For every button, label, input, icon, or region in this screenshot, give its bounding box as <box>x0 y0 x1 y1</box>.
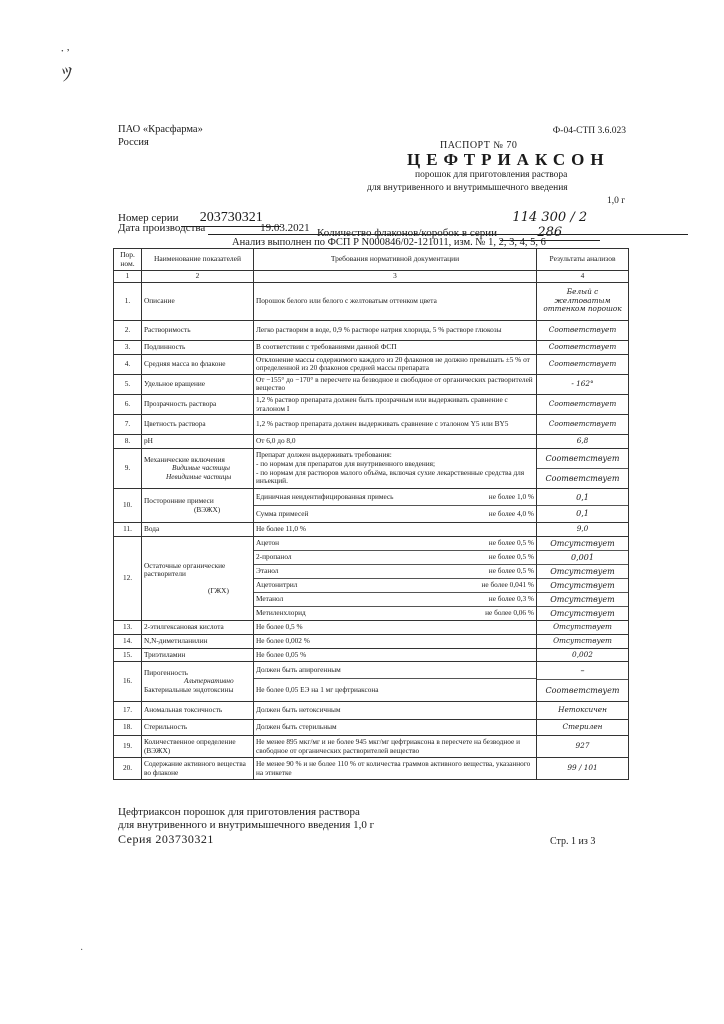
sub-limit: не более 0,5 % <box>488 552 534 562</box>
row-req <box>254 537 537 621</box>
row-res: Нетоксичен <box>537 702 629 720</box>
dose: 1,0 г <box>607 196 626 206</box>
row-req <box>254 662 537 702</box>
row-req: Не более 11,0 % <box>254 523 537 537</box>
row-name: Растворимость <box>142 320 254 340</box>
form-code: Ф-04-СТП 3.6.023 <box>552 126 626 136</box>
row-name: Вода <box>142 523 254 537</box>
row-res <box>537 537 629 621</box>
page-number: Стр. 1 из 3 <box>550 836 596 847</box>
qty-label: Количество флаконов/коробок в серии <box>317 227 498 239</box>
sub-row <box>254 662 536 679</box>
table-row <box>114 340 629 354</box>
row-res: Соответствует <box>537 415 629 435</box>
sub-label: 2-пропанол <box>256 552 292 562</box>
qty-value: 114 300 / 2 286 <box>500 210 600 241</box>
row-req: Должен быть стерильным <box>254 720 537 736</box>
sub-res: Отсутствует <box>537 579 628 593</box>
row-res: 9,0 <box>537 523 629 537</box>
row-name: Триэтиламин <box>142 649 254 662</box>
sub-label: Ацетонитрил <box>256 580 298 590</box>
row-name: Стерильность <box>142 720 254 736</box>
row-name <box>142 537 254 621</box>
row-name: Содержание активного вещества во флаконе <box>142 758 254 780</box>
sub-res: Отсутствует <box>537 537 628 551</box>
row-req: Не более 0,002 % <box>254 635 537 649</box>
row-num: 16. <box>114 662 142 702</box>
row-res: Отсутствует <box>537 635 629 649</box>
analysis-line: Анализ выполнен по ФСП Р N000846/02-121011, изм. № 1, 2, 3, 4, 5, 6 <box>232 237 546 248</box>
row-num: 13. <box>114 621 142 635</box>
table-row <box>114 394 629 414</box>
sub-label: Метанол <box>256 594 284 604</box>
form-line-1: порошок для приготовления раствора <box>415 170 568 180</box>
sub-row <box>254 551 536 565</box>
sub-res: Отсутствует <box>550 609 615 619</box>
date-value: 19.03.2021 <box>208 222 688 235</box>
row-num: 11. <box>114 523 142 537</box>
row-name: Аномальная токсичность <box>142 702 254 720</box>
row-res <box>537 662 629 702</box>
sub-row <box>254 579 536 593</box>
row-num: 14. <box>114 635 142 649</box>
sub-res: Отсутствует <box>537 565 628 579</box>
table-row <box>114 449 629 489</box>
sub-res: – <box>537 663 628 680</box>
row-res: 927 <box>537 736 629 758</box>
column-number-row <box>114 271 629 283</box>
row-num: 5. <box>114 374 142 394</box>
table-header-row <box>114 249 629 271</box>
footer-line-1: Цефтриаксон порошок для приготовления раствора <box>118 806 360 818</box>
row-name-main: Пирогенность <box>144 667 189 677</box>
sub-limit: не более 0,3 % <box>488 594 534 604</box>
solvent-list <box>254 537 536 620</box>
sub-label: Ацетон <box>256 538 280 548</box>
row-res: 99 / 101 <box>537 758 629 780</box>
row-req: В соответствии с требованиями данной ФСП <box>254 340 537 354</box>
row-res: Соответствует <box>537 354 629 374</box>
col-num: 1 <box>114 271 142 283</box>
table-row <box>114 621 629 635</box>
row-name: Количественное определение (ВЭЖХ) <box>142 736 254 758</box>
row-name: N,N-диметиланилин <box>142 635 254 649</box>
company-name: ПАО «Красфарма» <box>118 124 203 135</box>
company-block <box>118 123 203 149</box>
row-method: (ВЭЖХ) <box>194 504 221 514</box>
row-num: 19. <box>114 736 142 758</box>
row-name: pH <box>142 435 254 449</box>
sub-label: Метиленхлорид <box>256 608 306 618</box>
row-num: 12. <box>114 537 142 621</box>
row-res: Отсутствует <box>537 621 629 635</box>
row-num: 4. <box>114 354 142 374</box>
row-name <box>142 489 254 523</box>
table-row <box>114 736 629 758</box>
row-num: 10. <box>114 489 142 523</box>
req-line: - по нормам для растворов малого объёма, включая сухие лекарственные средства для инъекций. <box>256 467 525 486</box>
row-num: 18. <box>114 720 142 736</box>
sub-row <box>254 565 536 579</box>
col-num: 3 <box>254 271 537 283</box>
row-name-main: Остаточные органические растворители <box>144 560 226 579</box>
row-res <box>537 449 629 489</box>
sub-res: 0,001 <box>537 551 628 565</box>
table-row <box>114 537 629 621</box>
sub-limit: не более 0,041 % <box>481 580 534 590</box>
col-num: 4 <box>537 271 629 283</box>
row-num: 3. <box>114 340 142 354</box>
footer-series: Серия 203730321 <box>118 832 214 846</box>
series-label: Номер серии <box>118 212 179 224</box>
sub-label: Не более 0,05 ЕЭ на 1 мг цефтриаксона <box>256 684 379 694</box>
sub-row <box>254 506 536 522</box>
sub-limit: не более 1,0 % <box>488 491 534 501</box>
row-num: 2. <box>114 320 142 340</box>
sub-res: Отсутствует <box>537 593 628 607</box>
sub-res: Соответствует <box>545 474 620 484</box>
sub-row <box>254 593 536 607</box>
drug-name: ЦЕФТРИАКСОН <box>407 150 610 169</box>
row-num: 15. <box>114 649 142 662</box>
req-line: Препарат должен выдерживать требования: <box>256 450 392 460</box>
header-cell: Наименование показателей <box>142 249 254 271</box>
scan-dot: · <box>80 945 84 956</box>
row-res: Соответствует <box>537 340 629 354</box>
sub-res: 0,1 <box>537 490 628 506</box>
sub-label: Единичная неидентифицированная примесь <box>256 491 394 501</box>
row-name: Удельное вращение <box>142 374 254 394</box>
date-label: Дата производства <box>118 222 206 234</box>
sub-res: Соответствует <box>537 449 628 469</box>
col-num: 2 <box>142 271 254 283</box>
spec-table <box>113 248 629 780</box>
sub-label: Должен быть апирогенным <box>256 664 341 674</box>
sub-label: Этанол <box>256 566 279 576</box>
table-row <box>114 374 629 394</box>
table-row <box>114 282 629 320</box>
row-name: Описание <box>142 282 254 320</box>
row-req: Не менее 895 мкг/мг и не более 945 мкг/мг цефтриаксона в пересчете на безводное и свободное от органических растворителей вещество <box>254 736 537 758</box>
table-row <box>114 415 629 435</box>
table-row <box>114 720 629 736</box>
row-req: Порошок белого или белого с желтоватым оттенком цвета <box>254 282 537 320</box>
row-req: Не более 0,05 % <box>254 649 537 662</box>
row-num: 1. <box>114 282 142 320</box>
row-alt: Альтернативно <box>184 676 234 686</box>
row-num: 9. <box>114 449 142 489</box>
table-row <box>114 758 629 780</box>
header-cell: Пор. ном. <box>114 249 142 271</box>
row-name: Подлинность <box>142 340 254 354</box>
row-name <box>142 662 254 702</box>
company-country: Россия <box>118 137 149 148</box>
row-res: Белый с желтоватым оттенком порошок <box>537 282 629 320</box>
table-row <box>114 523 629 537</box>
row-name-main: Бактериальные эндотоксины <box>144 684 234 694</box>
row-num: 8. <box>114 435 142 449</box>
row-res: Соответствует <box>537 320 629 340</box>
row-req: 1,2 % раствор препарата должен быть прозрачным или выдерживать сравнение с эталоном I <box>254 394 537 414</box>
row-req: Не более 0,5 % <box>254 621 537 635</box>
sub-row <box>254 607 536 620</box>
sub-limit: не более 4,0 % <box>488 508 534 518</box>
req-line: - по нормам для препаратов для внутривенного введения; <box>256 459 436 469</box>
row-num: 6. <box>114 394 142 414</box>
punch-mark: ˙ ̓ <box>60 48 69 63</box>
passport-number: ПАСПОРТ № 70 <box>440 140 518 151</box>
table-row <box>114 320 629 340</box>
sub-row <box>254 537 536 551</box>
table-row <box>114 489 629 523</box>
header-cell: Требования нормативной документации <box>254 249 537 271</box>
row-req <box>254 489 537 523</box>
row-sub-name: Невидимые частицы <box>166 471 232 481</box>
sub-res: 0,1 <box>576 509 589 519</box>
table-row <box>114 662 629 702</box>
sub-label: Сумма примесей <box>256 508 309 518</box>
table-row <box>114 649 629 662</box>
row-res: - 162° <box>537 374 629 394</box>
table-row <box>114 702 629 720</box>
header-cell: Результаты анализов <box>537 249 629 271</box>
row-res: 0,002 <box>537 649 629 662</box>
footer-line-2: для внутривенного и внутримышечного введения 1,0 г <box>118 819 375 831</box>
row-res: Стерилен <box>537 720 629 736</box>
row-req: 1,2 % раствор препарата должен выдерживать сравнение с эталоном Y5 или BY5 <box>254 415 537 435</box>
row-req <box>254 449 537 489</box>
table-row <box>114 354 629 374</box>
row-name: Средняя масса во флаконе <box>142 354 254 374</box>
row-name: Прозрачность раствора <box>142 394 254 414</box>
row-req: Отклонение массы содержимого каждого из 20 флаконов не должно превышать ±5 % от определенной из 20 флаконов средней массы препарата <box>254 354 537 374</box>
row-req: Не менее 90 % и не более 110 % от количества граммов активного вещества, указанного на этикетке <box>254 758 537 780</box>
sub-limit: не более 0,5 % <box>488 566 534 576</box>
row-num: 7. <box>114 415 142 435</box>
row-req: От −155° до −170° в пересчете на безводное и свободное от органических растворителей вещество <box>254 374 537 394</box>
date-field <box>118 222 688 235</box>
row-name-main: Механические включения <box>144 454 225 464</box>
row-sub-name: Видимые частицы <box>172 463 230 473</box>
table-row <box>114 435 629 449</box>
row-res <box>537 489 629 523</box>
row-req: Должен быть нетоксичным <box>254 702 537 720</box>
table-row <box>114 635 629 649</box>
row-method: (ГЖХ) <box>208 585 229 595</box>
row-name: Цветность раствора <box>142 415 254 435</box>
row-res: Соответствует <box>537 394 629 414</box>
row-req: От 6,0 до 8,0 <box>254 435 537 449</box>
row-num: 17. <box>114 702 142 720</box>
punch-mark-2: ﾂ <box>62 64 72 86</box>
row-name: 2-этилгексановая кислота <box>142 621 254 635</box>
row-num: 20. <box>114 758 142 780</box>
sub-row <box>254 679 536 701</box>
sub-limit: не более 0,5 % <box>488 538 534 548</box>
sub-limit: не более 0,06 % <box>485 608 534 618</box>
sub-row <box>254 489 536 506</box>
sub-res: Соответствует <box>545 685 620 695</box>
series-value: 203730321 <box>181 210 281 227</box>
row-res: 6,8 <box>537 435 629 449</box>
row-name-main: Посторонние примеси <box>144 496 214 506</box>
row-name <box>142 449 254 489</box>
form-line-2: для внутривенного и внутримышечного введения <box>367 183 568 193</box>
footer-block <box>118 806 374 832</box>
row-req: Легко растворим в воде, 0,9 % растворе натрия хлорида, 5 % растворе глюкозы <box>254 320 537 340</box>
